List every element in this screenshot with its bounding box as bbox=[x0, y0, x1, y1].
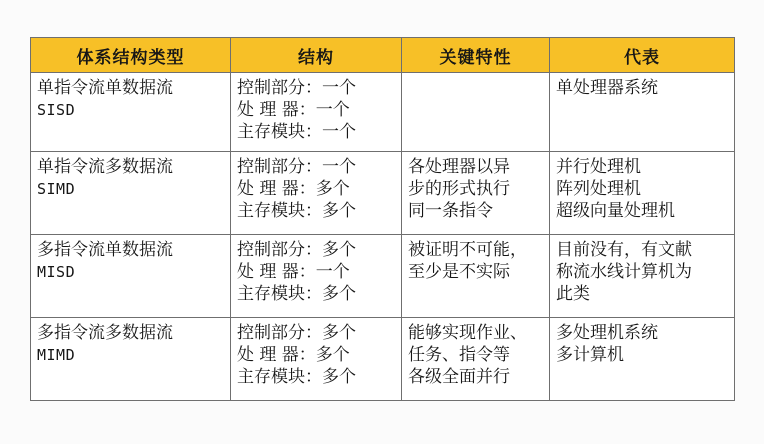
structure-processor: 处 理 器：多个 bbox=[237, 179, 350, 199]
example-item: 超级向量处理机 bbox=[556, 201, 675, 221]
example-item: 称流水线计算机为 bbox=[556, 262, 692, 282]
features-cell bbox=[402, 318, 550, 401]
feature-line: 至少是不实际 bbox=[408, 262, 510, 282]
type-cell bbox=[31, 318, 231, 401]
table-row-mimd bbox=[31, 318, 735, 401]
type-cell bbox=[31, 235, 231, 318]
type-name: 单指令流单数据流 bbox=[37, 78, 173, 98]
type-abbr: SISD bbox=[37, 101, 76, 119]
feature-line: 各处理器以异 bbox=[408, 157, 510, 177]
features-cell bbox=[402, 152, 550, 235]
structure-memory: 主存模块：一个 bbox=[237, 122, 356, 142]
structure-memory: 主存模块：多个 bbox=[237, 367, 356, 387]
examples-cell bbox=[550, 318, 735, 401]
table-row-sisd bbox=[31, 73, 735, 152]
example-item: 多处理机系统 bbox=[556, 323, 658, 343]
structure-cell bbox=[231, 73, 402, 152]
structure-memory: 主存模块：多个 bbox=[237, 284, 356, 304]
example-item: 阵列处理机 bbox=[556, 179, 641, 199]
type-abbr: MISD bbox=[37, 263, 76, 281]
header-structure: 结构 bbox=[231, 38, 402, 73]
structure-control: 控制部分：一个 bbox=[237, 157, 356, 177]
table-row-misd bbox=[31, 235, 735, 318]
feature-line: 各级全面并行 bbox=[408, 367, 510, 387]
table-row-simd bbox=[31, 152, 735, 235]
header-key-features: 关键特性 bbox=[402, 38, 550, 73]
header-examples: 代表 bbox=[550, 38, 735, 73]
feature-line: 能够实现作业、 bbox=[408, 323, 527, 343]
type-name: 多指令流单数据流 bbox=[37, 240, 173, 260]
structure-memory: 主存模块：多个 bbox=[237, 201, 356, 221]
examples-cell bbox=[550, 73, 735, 152]
feature-line: 同一条指令 bbox=[408, 201, 493, 221]
feature-line: 被证明不可能， bbox=[408, 240, 527, 260]
structure-cell bbox=[231, 152, 402, 235]
type-name: 单指令流多数据流 bbox=[37, 157, 173, 177]
examples-cell bbox=[550, 152, 735, 235]
type-abbr: MIMD bbox=[37, 346, 76, 364]
features-cell bbox=[402, 235, 550, 318]
structure-processor: 处 理 器：多个 bbox=[237, 345, 350, 365]
structure-control: 控制部分：一个 bbox=[237, 78, 356, 98]
features-cell bbox=[402, 73, 550, 152]
example-item: 并行处理机 bbox=[556, 157, 641, 177]
structure-control: 控制部分：多个 bbox=[237, 240, 356, 260]
type-cell bbox=[31, 73, 231, 152]
example-item: 多计算机 bbox=[556, 345, 624, 365]
type-name: 多指令流多数据流 bbox=[37, 323, 173, 343]
example-item: 单处理器系统 bbox=[556, 78, 658, 98]
header-architecture-type: 体系结构类型 bbox=[31, 38, 231, 73]
structure-cell bbox=[231, 318, 402, 401]
feature-line: 步的形式执行 bbox=[408, 179, 510, 199]
structure-control: 控制部分：多个 bbox=[237, 323, 356, 343]
example-item: 目前没有，有文献 bbox=[556, 240, 692, 260]
header-row bbox=[31, 38, 735, 73]
structure-cell bbox=[231, 235, 402, 318]
type-abbr: SIMD bbox=[37, 180, 76, 198]
examples-cell bbox=[550, 235, 735, 318]
example-item: 此类 bbox=[556, 284, 590, 304]
type-cell bbox=[31, 152, 231, 235]
structure-processor: 处 理 器：一个 bbox=[237, 100, 350, 120]
feature-line: 任务、指令等 bbox=[408, 345, 510, 365]
structure-processor: 处 理 器：一个 bbox=[237, 262, 350, 282]
architecture-classification-table bbox=[30, 37, 735, 401]
